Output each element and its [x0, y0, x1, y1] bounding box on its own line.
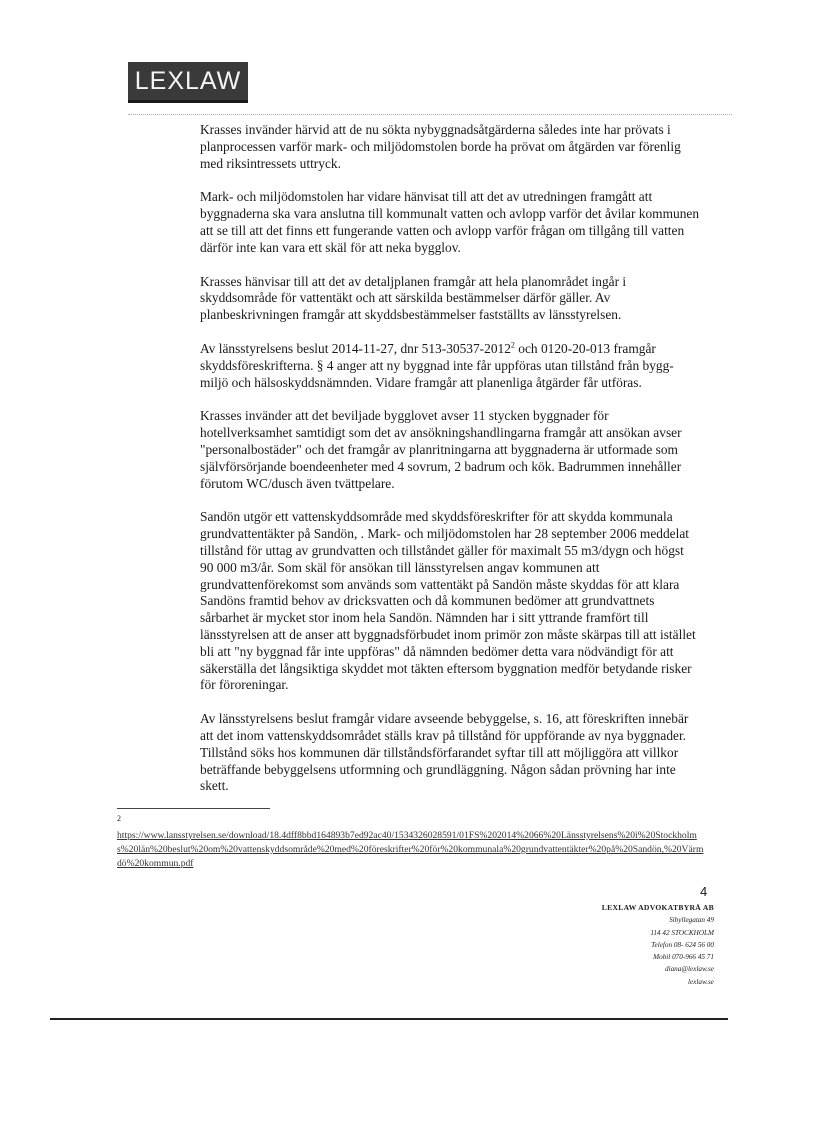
footnote-reference: 2 — [510, 340, 515, 350]
paragraph-5: Krasses invänder att det beviljade bygglovet avser 11 stycken byggnader för hotellverksamhet samtidigt som det av ansökningshandlingarna framgår att ansökan avser "personalbostäder" och det framgår av planritningarna att byggnaderna är utformade som självförsörjande boendeenheter med 4 sovrum, 2 badrum och kök. Badrummen innehåller förutom WC/dusch även tvättpelare. — [200, 408, 682, 491]
firm-name: LEXLAW ADVOKATBYRÅ AB — [601, 903, 714, 912]
address-mobile: Mobil 070-966 45 71 — [653, 953, 714, 962]
paragraph-3: Krasses hänvisar till att det av detaljplanen framgår att hela planområdet ingår i skyddsområde för vattentäkt och att särskilda bestämmelser därför gäller. Av planbeskrivningen framgår att skyddsbestämmelser fastställts av länsstyrelsen. — [200, 273, 627, 323]
paragraph-4-text-after: och 0120-20-013 framgår skyddsföreskrifterna. § 4 anger att ny byggnad inte får uppföras utan tillstånd från bygg- miljö och hälsoskyddsnämnden. Vidare framgår att planenliga åtgärder får utföras. — [200, 340, 674, 390]
paragraph-7: Av länsstyrelsens beslut framgår vidare avseende bebyggelse, s. 16, att föreskriften innebär att det inom vattenskyddsområdet ställs krav på tillstånd för uppförande av nya byggnader. Tillstånd söks hos kommunen där tillståndsförfarandet syftar till att möjliggöra att villkor beträffande bebyggelsens utformning och grundläggning. Någon sådan prövning har inte skett. — [200, 711, 689, 794]
letter-body — [200, 122, 700, 812]
firm-address-block — [602, 902, 714, 988]
footnote-link[interactable]: https://www.lansstyrelsen.se/download/18.4dff8bbd164893b7ed92ac40/1534326028591/01FS%202014%2066%20Länsstyrelsens%20i%20Stockholms%20län%20beslut%20om%20vattenskyddsområde%20med%20föreskrifter%20för%20kommunala%20grundvattentäkter%20på%20Sandön,%20Värmdö%20kommun.pdf — [117, 830, 704, 869]
paragraph-4 — [200, 341, 700, 391]
address-website[interactable]: lexlaw.se — [687, 977, 714, 986]
footnote-number: 2 — [117, 814, 121, 823]
lexlaw-logo — [128, 62, 248, 103]
paragraph-4-text: Av länsstyrelsens beslut 2014-11-27, dnr 513-30537-2012 — [200, 340, 511, 356]
paragraph-6: Sandön utgör ett vattenskyddsområde med skyddsföreskrifter för att skydda kommunala grundvattentäkter på Sandön, . Mark- och miljödomstolen har 28 september 2006 meddelat tillstånd för uttag av grundvatten och tillståndet gäller för maximalt 55 m3/dygn och högst 90 000 m3/år. Som skäl för ansökan till länsstyrelsen angav kommunen att grundvattenförekomst som används som vattentäkt på Sandön måste skyddas för att klara Sandöns framtid behov av dricksvatten och då kommunen bedömer att grundvattnets sårbarhet är mycket stor inom hela Sandön. Nämnden har i sitt yttrande framfört till länsstyrelsen att de anser att byggnadsförbudet inom primör zon måste skärpas till att istället bli att "ny byggnad får inte uppföras" då nämnden bedömer detta vara nödvändigt för att säkerställa det långsiktiga skyddet mot täkten eftersom byggnation medför betydande risker för föroreningar. — [200, 509, 696, 693]
page-number: 4 — [700, 884, 708, 899]
footer-divider — [50, 1018, 728, 1020]
header-divider — [128, 114, 732, 115]
address-city: 114 42 STOCKHOLM — [650, 928, 714, 937]
address-street: Sibyllegatan 49 — [669, 916, 714, 925]
paragraph-1: Krasses invänder härvid att de nu sökta nybyggnadsåtgärderna således inte har prövats i planprocessen varför mark- och miljödomstolen borde ha prövat om åtgärden var förenlig med riksintressets uttryck. — [200, 122, 681, 171]
logo-text: LEXLAW — [134, 66, 242, 95]
address-phone: Telefon 08- 624 56 00 — [651, 940, 714, 949]
address-email[interactable]: diana@lexlaw.se — [665, 965, 714, 974]
footnote-divider — [117, 808, 270, 809]
paragraph-2: Mark- och miljödomstolen har vidare hänvisat till att det av utredningen framgått att byggnaderna ska vara anslutna till kommunalt vatten och avlopp varför det åvilar kommunen att se till att det finns ett fungerande vatten och avlopp varför frågan om tillgång till vatten därför inte kan vara ett skäl för att neka bygglov. — [200, 189, 700, 255]
